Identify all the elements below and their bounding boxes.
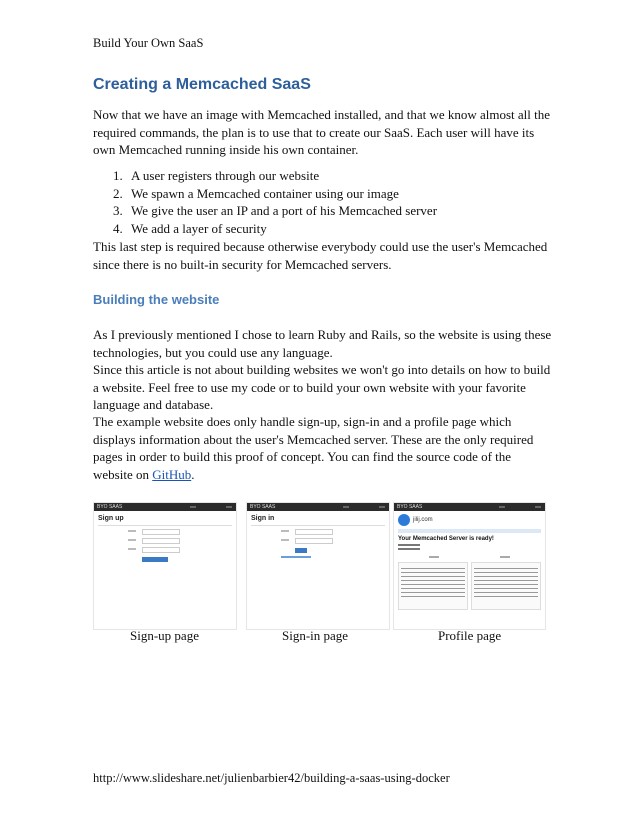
profile-screenshot xyxy=(393,502,546,630)
screenshot-heading: Sign up xyxy=(98,515,124,522)
website-paragraph-line1: As I previously mentioned I chose to learn Ruby and Rails, so the website is using these technologies, but you could use any language. xyxy=(93,327,552,360)
intro-paragraph: Now that we have an image with Memcached installed, and that we know almost all the required commands, the plan is to use that to create our SaaS. Each user will have its own Memcached running inside his own container. xyxy=(93,107,551,157)
nav-menu-icon xyxy=(499,506,541,508)
screenshot-heading: Your Memcached Server is ready! xyxy=(398,536,494,542)
list-text: We add a layer of security xyxy=(131,220,267,236)
signin-screenshot xyxy=(246,502,390,630)
example-text: The example website does only handle sign-up, sign-in and a profile page which displays information about the user's Memcached server. These are the only required pages in order to build this proof of concept. You can find the source code of the website on xyxy=(93,414,534,482)
nav-menu-icon xyxy=(343,506,385,508)
power-icon xyxy=(398,514,410,526)
list-item xyxy=(113,220,437,238)
signup-screenshot xyxy=(93,502,237,630)
website-paragraph xyxy=(93,326,553,414)
info-banner xyxy=(398,529,541,533)
github-link[interactable]: GitHub xyxy=(152,466,192,482)
code-block xyxy=(398,562,468,610)
list-item xyxy=(113,202,437,220)
divider xyxy=(251,525,385,526)
brand-label: BYO SAAS xyxy=(397,504,423,510)
list-text: A user registers through our website xyxy=(131,168,320,183)
navbar xyxy=(247,503,389,511)
list-item xyxy=(113,185,437,203)
navbar xyxy=(94,503,236,511)
example-paragraph xyxy=(93,413,553,483)
caption-profile: Profile page xyxy=(438,628,502,643)
screenshot-heading: Sign in xyxy=(251,515,275,522)
subsection-title: Building the website xyxy=(93,292,220,307)
list-number: 2. xyxy=(113,185,123,201)
list-item xyxy=(113,167,437,185)
brand-label: BYO SAAS xyxy=(97,504,123,510)
form-row xyxy=(281,539,389,544)
list-text: We spawn a Memcached container using our image xyxy=(131,185,399,201)
nav-menu-icon xyxy=(190,506,232,508)
logo-text: jilij.com xyxy=(413,517,433,523)
example-end: . xyxy=(191,466,195,482)
caption-signin: Sign-in page xyxy=(282,628,349,643)
divider xyxy=(98,525,232,526)
submit-button-thumb xyxy=(142,557,168,562)
list-number: 1. xyxy=(113,168,123,183)
form-row xyxy=(128,530,236,535)
brand-label: BYO SAAS xyxy=(250,504,276,510)
server-info-line xyxy=(398,548,420,550)
page-header: Build Your Own SaaS xyxy=(93,36,204,50)
steps-list xyxy=(113,167,437,237)
site-logo xyxy=(398,514,545,526)
section-title: Creating a Memcached SaaS xyxy=(93,76,311,93)
code-columns xyxy=(398,562,541,610)
link-thumb xyxy=(281,556,311,558)
caption-signup: Sign-up page xyxy=(130,628,199,643)
navbar xyxy=(394,503,545,511)
security-note-paragraph: This last step is required because otherwise everybody could use the user's Memcached since there is no built-in security for Memcached servers. xyxy=(93,239,548,272)
code-block xyxy=(471,562,541,610)
form-row xyxy=(128,548,236,553)
list-number: 3. xyxy=(113,203,123,218)
footer-url: http://www.slideshare.net/julienbarbier42/building-a-saas-using-docker xyxy=(93,771,450,785)
form-row xyxy=(281,530,389,535)
tabs-thumb xyxy=(398,556,541,558)
submit-button-thumb xyxy=(295,548,307,553)
server-info-line xyxy=(398,544,420,546)
form-row xyxy=(128,539,236,544)
list-number: 4. xyxy=(113,220,123,236)
list-text: We give the user an IP and a port of his Memcached server xyxy=(131,203,438,218)
website-paragraph-line2: Since this article is not about building websites we won't go into details on how to build a website. Feel free to use my code or to build your own website with your favorite language and database. xyxy=(93,362,551,412)
